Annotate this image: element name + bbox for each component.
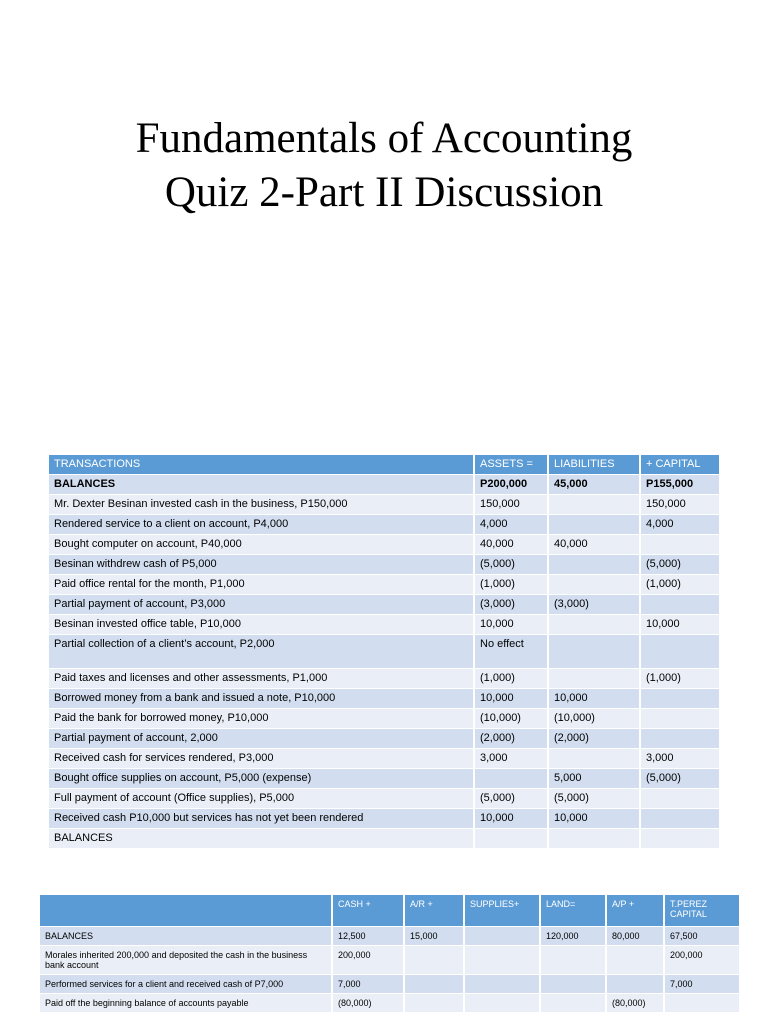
table-cell: BALANCES [40,927,332,946]
table-cell: Rendered service to a client on account, P4,000 [49,515,474,535]
table-cell: 15,000 [404,927,464,946]
table-cell: 120,000 [540,927,606,946]
table-cell: (1,000) [640,575,720,595]
table-cell [464,946,540,975]
table-cell [540,975,606,994]
table-row [49,689,720,709]
table-cell: 4,000 [474,515,548,535]
table-cell [640,689,720,709]
table-row [49,789,720,809]
header-capital: T.PEREZ CAPITAL [664,895,740,927]
table-cell: (5,000) [474,789,548,809]
table-cell: (5,000) [474,555,548,575]
table-cell [548,575,640,595]
table-cell [474,769,548,789]
header-capital: + CAPITAL [640,455,720,475]
table-cell [606,975,664,994]
table-cell: Paid the bank for borrowed money, P10,000 [49,709,474,729]
table-cell: P155,000 [640,475,720,495]
table-cell: 10,000 [474,689,548,709]
table-cell: (80,000) [606,994,664,1013]
table-row [49,709,720,729]
table-cell: 7,000 [664,975,740,994]
table-cell [664,994,740,1013]
table-cell: (3,000) [474,595,548,615]
table-row [49,475,720,495]
table-cell [404,994,464,1013]
table-cell [640,789,720,809]
table-cell: 7,000 [332,975,404,994]
slide-title [0,112,768,220]
table-cell: Partial payment of account, 2,000 [49,729,474,749]
table-row [49,595,720,615]
table-cell [640,635,720,669]
balances-table [40,895,741,1012]
header-supplies: SUPPLIES+ [464,895,540,927]
table-cell [464,927,540,946]
table-row [49,669,720,689]
table-cell: Borrowed money from a bank and issued a note, P10,000 [49,689,474,709]
table-cell: (1,000) [640,669,720,689]
table-row [49,555,720,575]
table-cell: 80,000 [606,927,664,946]
table-cell: BALANCES [49,829,474,849]
table-cell [640,709,720,729]
table-cell: 200,000 [664,946,740,975]
table-cell [640,729,720,749]
table-cell [548,669,640,689]
table-row [49,635,720,669]
table-cell: Received cash for services rendered, P3,000 [49,749,474,769]
table-cell: 4,000 [640,515,720,535]
table-cell: 40,000 [548,535,640,555]
table-cell: No effect [474,635,548,669]
table-cell: 40,000 [474,535,548,555]
table-cell: (10,000) [474,709,548,729]
table-cell: 10,000 [640,615,720,635]
table-row [40,946,740,975]
transactions-table [49,455,721,848]
table-cell: 12,500 [332,927,404,946]
table-row [40,994,740,1013]
table-cell: (5,000) [640,769,720,789]
table-cell: BALANCES [49,475,474,495]
table-cell: 10,000 [474,809,548,829]
table-cell: 45,000 [548,475,640,495]
table-cell: Mr. Dexter Besinan invested cash in the business, P150,000 [49,495,474,515]
table-cell: 10,000 [548,689,640,709]
table-cell: Bought computer on account, P40,000 [49,535,474,555]
table-cell: Paid office rental for the month, P1,000 [49,575,474,595]
table-cell: Morales inherited 200,000 and deposited the cash in the business bank account [40,946,332,975]
table-row [49,749,720,769]
table-cell [548,749,640,769]
header-land: LAND= [540,895,606,927]
table-cell: 3,000 [474,749,548,769]
table-cell [548,829,640,849]
table-cell: Partial payment of account, P3,000 [49,595,474,615]
header-liabilities: LIABILITIES [548,455,640,475]
table-row [49,769,720,789]
table-cell: Partial collection of a client’s account, P2,000 [49,635,474,669]
table-cell: Besinan withdrew cash of P5,000 [49,555,474,575]
header-transactions: TRANSACTIONS [49,455,474,475]
table-cell: (5,000) [640,555,720,575]
table-cell: P200,000 [474,475,548,495]
table-cell: Bought office supplies on account, P5,000 (expense) [49,769,474,789]
table-cell [548,615,640,635]
header-ar: A/R + [404,895,464,927]
table-cell [464,975,540,994]
table-cell: 150,000 [640,495,720,515]
table-cell: 10,000 [474,615,548,635]
header-cash: CASH + [332,895,404,927]
table-row [40,927,740,946]
table-row [40,975,740,994]
table-cell: 3,000 [640,749,720,769]
table-cell [548,555,640,575]
table-cell: (10,000) [548,709,640,729]
table-row [49,535,720,555]
table-cell: Performed services for a client and received cash of P7,000 [40,975,332,994]
table-cell: (3,000) [548,595,640,615]
table-row [49,575,720,595]
table-row [49,515,720,535]
table-cell: (2,000) [474,729,548,749]
title-line-1: Fundamentals of Accounting [135,115,633,162]
table-cell: (1,000) [474,575,548,595]
table-cell: Paid off the beginning balance of accounts payable [40,994,332,1013]
table-cell: (1,000) [474,669,548,689]
table-cell: (2,000) [548,729,640,749]
table-cell [548,635,640,669]
table-cell: 200,000 [332,946,404,975]
table-cell [640,809,720,829]
table-cell [548,515,640,535]
table-cell [540,946,606,975]
table-cell [464,994,540,1013]
table-cell: Besinan invested office table, P10,000 [49,615,474,635]
table-cell: 150,000 [474,495,548,515]
table-row [49,829,720,849]
table-cell: 67,500 [664,927,740,946]
table-header-row [40,895,740,927]
table-cell: 5,000 [548,769,640,789]
table-row [49,615,720,635]
table-row [49,809,720,829]
table-cell [474,829,548,849]
table-cell [404,946,464,975]
table-cell: (5,000) [548,789,640,809]
table-cell [640,829,720,849]
title-line-2: Quiz 2-Part II Discussion [164,169,604,216]
table-row [49,495,720,515]
table-cell: (80,000) [332,994,404,1013]
table-row [49,729,720,749]
table-cell [640,595,720,615]
table-cell: Paid taxes and licenses and other assessments, P1,000 [49,669,474,689]
table-cell: Received cash P10,000 but services has not yet been rendered [49,809,474,829]
header-assets: ASSETS = [474,455,548,475]
header-ap: A/P + [606,895,664,927]
table-header-row [49,455,720,475]
table-cell [540,994,606,1013]
table-cell [404,975,464,994]
table-cell [606,946,664,975]
table-cell [640,535,720,555]
table-cell [548,495,640,515]
table-cell: Full payment of account (Office supplies), P5,000 [49,789,474,809]
table-cell: 10,000 [548,809,640,829]
header-description [40,895,332,927]
